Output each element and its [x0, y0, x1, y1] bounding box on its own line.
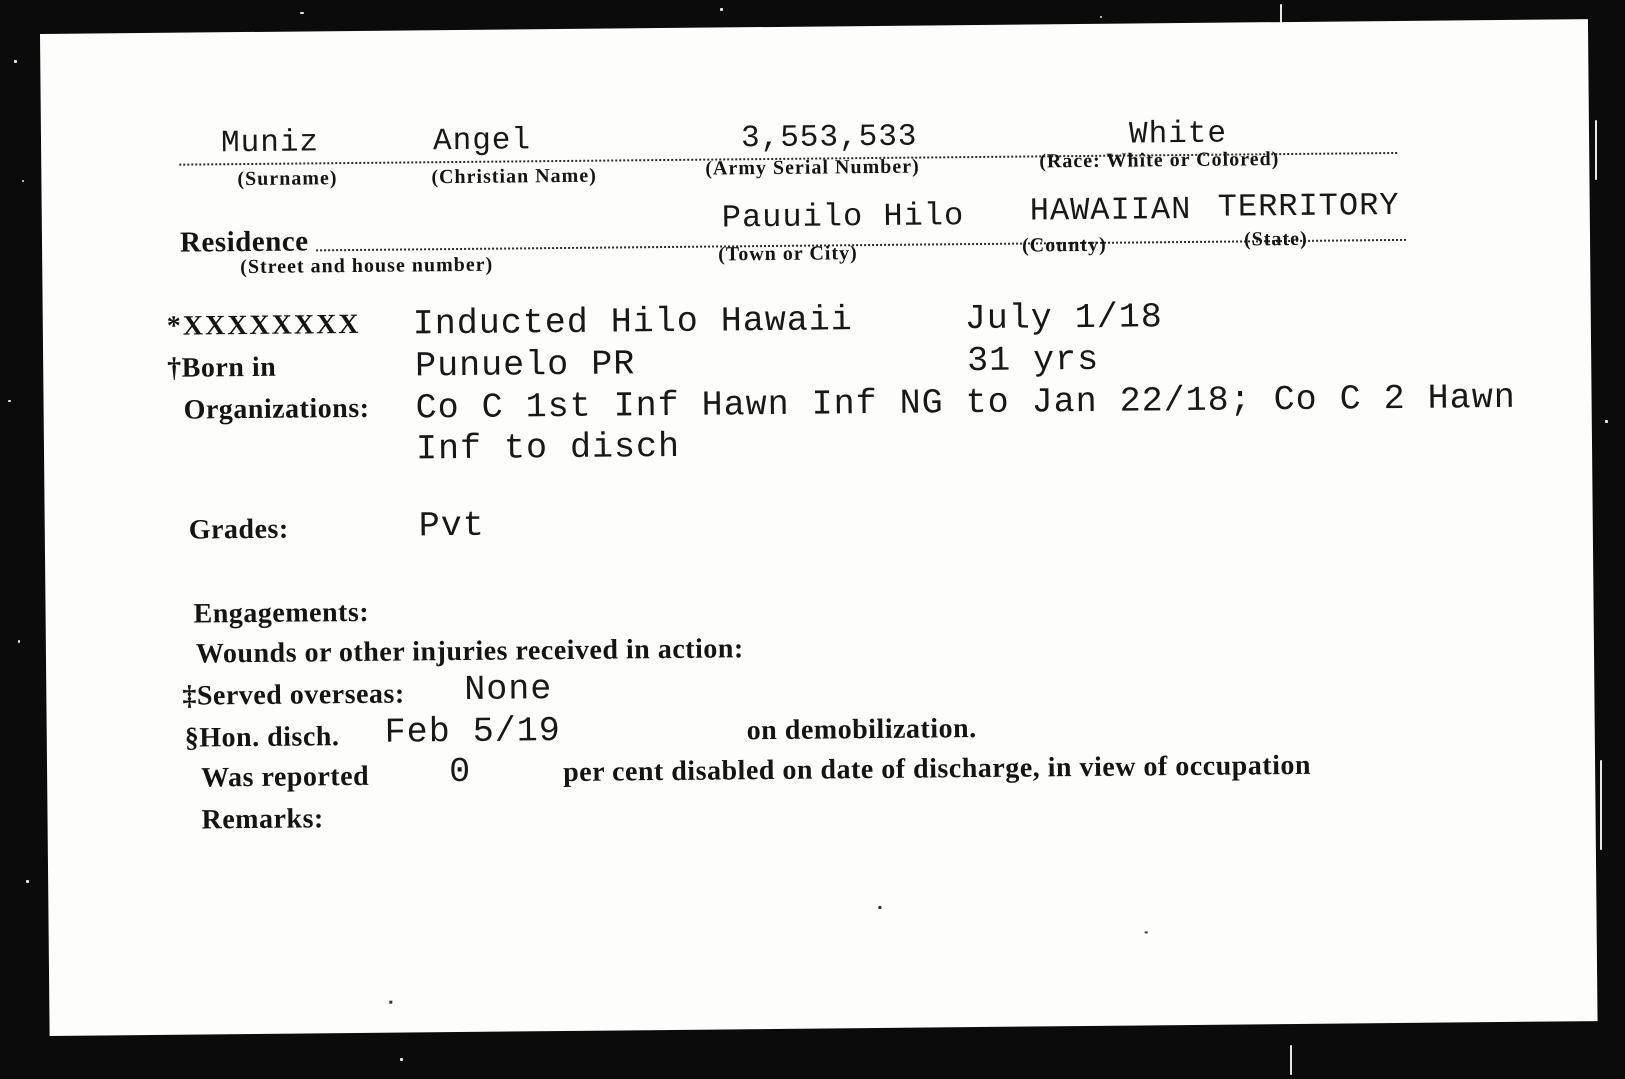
grades-value: Pvt: [418, 505, 485, 547]
residence-label: Residence: [179, 225, 309, 259]
surname-value: Muniz: [220, 125, 320, 162]
christian-name-value: Angel: [432, 123, 532, 160]
scan-speck: [18, 640, 20, 643]
serial-number-caption: (Army Serial Number): [705, 155, 920, 180]
scan-speck: [400, 1058, 403, 1061]
disability-suffix: per cent disabled on date of discharge, in view of occupation: [562, 749, 1312, 789]
scan-speck: [22, 180, 24, 182]
disability-label: Was reported: [201, 760, 370, 794]
scan-speck: [1100, 16, 1102, 18]
remarks-label: Remarks:: [201, 803, 324, 836]
state-value: TERRITORY: [1217, 186, 1400, 226]
serial-number-value: 3,553,533: [740, 119, 918, 157]
overseas-label: ‡Served overseas:: [182, 678, 405, 712]
race-value: White: [1128, 116, 1228, 153]
scan-speck: [26, 880, 29, 883]
born-label: †Born in: [167, 351, 277, 384]
town-caption: (Town or City): [718, 242, 858, 266]
grades-label: Grades:: [188, 513, 289, 546]
entry-value: Inducted Hilo Hawaii: [412, 300, 854, 345]
disability-value: 0: [448, 751, 472, 793]
scan-speck: [300, 12, 304, 14]
discharge-label: §Hon. disch.: [184, 721, 340, 754]
scan-speck: [720, 8, 723, 11]
town-value: Pauuilo Hilo: [721, 197, 965, 237]
discharge-date: Feb 5/19: [384, 711, 561, 753]
county-caption: (County): [1021, 233, 1107, 257]
scan-speck: [8, 400, 11, 402]
overseas-value: None: [464, 669, 553, 710]
organizations-line-2: Inf to disch: [415, 426, 681, 470]
discharge-suffix: on demobilization.: [746, 713, 977, 747]
ink-speck: [1145, 931, 1148, 933]
county-value: HAWAIIAN: [1029, 190, 1192, 230]
engagements-label: Engagements:: [193, 596, 370, 630]
scan-speck: [14, 60, 17, 63]
scan-speck: [1595, 120, 1597, 180]
residence-dotted-line: [316, 239, 1406, 251]
wounds-label: Wounds or other injuries received in action:: [195, 633, 744, 670]
born-place: Punuelo PR: [415, 344, 636, 387]
ink-speck: [878, 906, 881, 909]
service-record-card: [40, 19, 1598, 1036]
scan-speck: [1290, 1045, 1292, 1075]
entry-date: July 1/18: [964, 297, 1163, 340]
scan-speck: [1605, 420, 1608, 423]
race-caption: (Race: White or Colored): [1039, 148, 1280, 173]
ink-speck: [389, 1001, 392, 1004]
street-caption: (Street and house number): [240, 253, 494, 279]
surname-caption: (Surname): [237, 167, 338, 191]
state-caption: (State): [1243, 227, 1308, 251]
christian-name-caption: (Christian Name): [431, 164, 597, 189]
scan-speck: [1600, 760, 1602, 850]
born-age: 31 yrs: [966, 339, 1100, 382]
organizations-line-1: Co C 1st Inf Hawn Inf NG to Jan 22/18; Co C 2 Hawn: [415, 377, 1516, 429]
entry-label: *XXXXXXXX: [166, 308, 361, 342]
organizations-label: Organizations:: [183, 392, 370, 426]
